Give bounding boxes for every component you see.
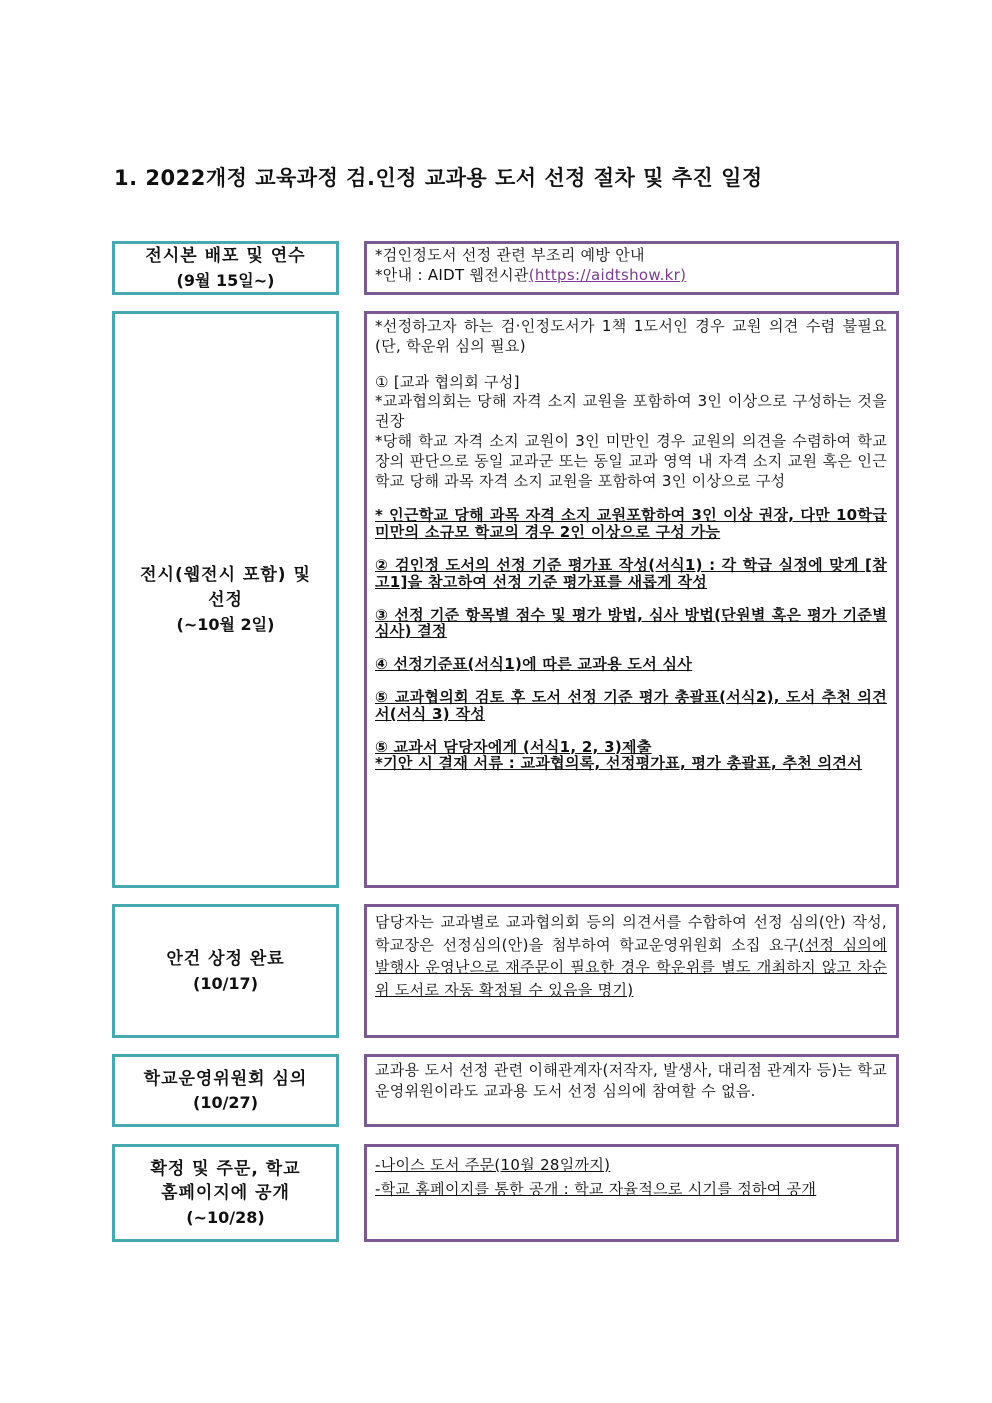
page-heading: 1. 2022개정 교육과정 검.인정 교과용 도서 선정 절차 및 추진 일정 [114,166,763,190]
step-date: (10/27) [193,1093,258,1113]
step-agenda-label [112,904,339,1038]
step-title: 학교운영위원회 심의 [143,1068,308,1089]
summary-report-step: ⑤ 교과협의회 검토 후 도서 선정 기준 평가 총괄표(서식2), 도서 추천 의견서(서식 3) 작성 [375,687,887,723]
step-date: (~10/28) [186,1208,265,1228]
step-distribution-label [112,241,339,295]
web-exhibition-link[interactable]: (https://aidtshow.kr) [528,265,687,284]
approval-documents: *기안 시 결재 서류 : 교과협의록, 선정평가표, 평가 총괄표, 추천 의견서 [375,754,862,773]
single-book-note: *선정하고자 하는 검·인정도서가 1책 1도서인 경우 교원 의견 수렴 불필요(단, 학운위 심의 필요) [375,317,887,355]
step-title-line2: 홈페이지에 공개 [161,1183,290,1204]
step-exhibition-label [112,311,339,888]
step-committee-review-content [364,1054,899,1127]
scoring-method-step: ③ 선정 기준 항목별 점수 및 평가 방법, 심사 방법(단원별 혹은 평가 기준별 심사) 결정 [375,605,887,641]
web-exhibition-notice [375,266,887,286]
web-exhibition-label: *안내 : AIDT 웹전시관 [375,265,529,284]
prevention-notice: *검인정도서 선정 관련 부조리 예방 안내 [375,246,645,264]
submission-step: ⑤ 교과서 담당자에게 (서식1, 2, 3)제출 [375,737,652,756]
step-date: (9월 15일~) [176,270,275,290]
step-date: (10/17) [193,973,258,993]
step-title: 안건 상정 완료 [166,949,285,970]
committee-recommendation: *교과협의회는 당해 자격 소지 교원을 포함하여 3인 이상으로 구성하는 것을 권장 [375,392,887,431]
step-exhibition-content [364,311,899,888]
committee-heading: ① [교과 협의회 구성] [375,372,520,391]
step-date: (~10월 2일) [176,614,275,634]
agenda-description [375,911,887,1001]
agenda-reorder-note: (선정 심의에 발행사 운영난으로 재주문이 필요한 경우 학운위를 별도 개최하지 않고 차순위 도서로 자동 확정될 수 있음을 명기) [375,935,888,999]
homepage-publish-note: -학교 홈페이지를 통한 공개 : 학교 자율적으로 시기를 정하여 공개 [375,1180,817,1198]
step-committee-review-label [112,1054,339,1127]
committee-exception: *당해 학교 자격 소지 교원이 3인 미만인 경우 교원의 의견을 수렴하여 학교장의 판단으로 동일 교과군 또는 동일 교과 영역 내 자격 소지 교원 혹은 인근 학교 당해 과목 자격 소지 교원을 포함하여 3인 이상으로 구성 [375,431,887,490]
step-agenda-content [364,904,899,1038]
step-title: 전시(웹전시 포함) 및 [140,565,311,586]
conflict-of-interest-note: 교과용 도서 선정 관련 이해관계자(저작자, 발생사, 대리점 관계자 등)는 학교운영위원이라도 교과용 도서 선정 심의에 참여할 수 없음. [375,1061,887,1100]
step-confirmation-content [364,1144,899,1242]
step-title: 확정 및 주문, 학교 [150,1158,301,1179]
agenda-text: 담당자는 교과별로 교과협의회 등의 의견서를 수합하여 선정 심의(안) 작성, 학교장은 선정심의(안)을 첨부하여 학교운영위원회 소집 요구 [375,913,887,954]
small-school-note: * 인근학교 당해 과목 자격 소지 교원포함하여 3인 이상 권장, 다만 10학급 미만의 소규모 학교의 경우 2인 이상으로 구성 가능 [375,506,887,542]
step-title-line2: 선정 [208,589,243,610]
step-distribution-content [364,241,899,295]
book-review-step: ④ 선정기준표(서식1)에 따른 교과용 도서 심사 [375,655,693,674]
step-confirmation-label [112,1144,339,1242]
criteria-form-step: ② 검인정 도서의 선정 기준 평가표 작성(서식1) : 각 학급 실정에 맞게 [참고1]을 참고하여 선정 기준 평가표를 새롭게 작성 [375,555,887,591]
step-title: 전시본 배포 및 연수 [145,246,306,267]
neis-order-note: -나이스 도서 주문(10월 28일까지) [375,1156,611,1174]
